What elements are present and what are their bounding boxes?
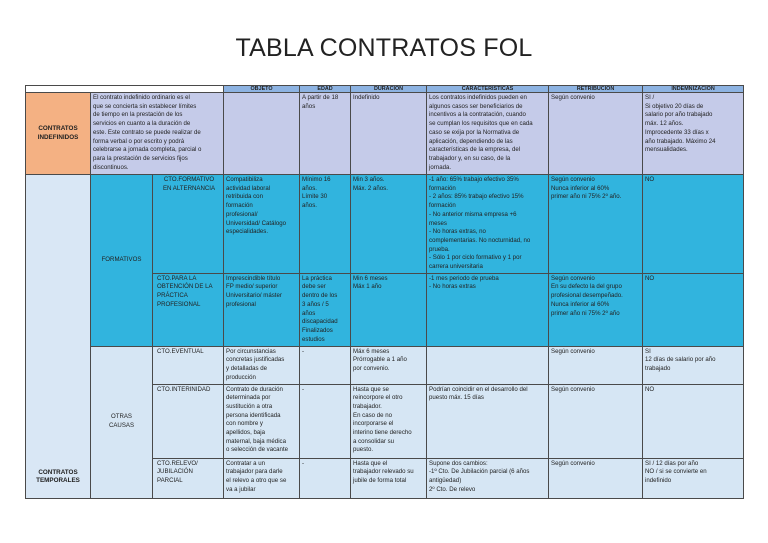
header-caracteristicas: CARACTERÍSTICAS xyxy=(427,86,549,93)
header-row xyxy=(26,86,744,93)
relevo-retribucion: Según convenio xyxy=(549,458,643,498)
interinidad-indemnizacion: NO xyxy=(643,384,744,458)
label-contratos-indefinidos: CONTRATOS INDEFINIDOS xyxy=(26,93,91,175)
eventual-caracteristicas xyxy=(427,346,549,384)
practica-indemnizacion: NO xyxy=(643,273,744,346)
header-blank xyxy=(26,86,224,93)
relevo-duracion: Hasta que el trabajador relevado su jubile de forma total xyxy=(351,458,427,498)
header-indemnizacion: INDEMNIZACIÓN xyxy=(643,86,744,93)
tipo-formativo-alternancia: CTO.FORMATIVO EN ALTERNANCIA xyxy=(153,175,224,274)
eventual-duracion: Máx 6 meses Prórrogable a 1 año por convenio. xyxy=(351,346,427,384)
formativo-alternancia-edad: Mínimo 16 años. Límite 30 años. xyxy=(300,175,351,274)
label-otras-causas: OTRAS CAUSAS xyxy=(91,346,153,498)
tipo-interinidad: CTO.INTERINIDAD xyxy=(153,384,224,458)
practica-retribucion: Según convenio En su defecto la del grupo profesional desempeñado. Nunca inferior al 60% primer año ni 75% 2º año xyxy=(549,273,643,346)
indefinido-caracteristicas: Los contratos indefinidos pueden en algunos casos ser beneficiarios de incentivos a la contratación, cuando se cumplan los requisitos que en cada caso se exija por la Normativa de aplicación, dependiendo de las características de la empresa, del trabajador y, en su caso, de la jornada. xyxy=(427,93,549,175)
header-duracion: DURACIÓN xyxy=(351,86,427,93)
indefinido-objeto xyxy=(224,93,300,175)
label-contratos-temporales: CONTRATOS TEMPORALES xyxy=(26,175,91,499)
practica-objeto: Imprescindible título FP medio/ superior Universitario/ máster profesional xyxy=(224,273,300,346)
eventual-indemnizacion: SI 12 días de salario por año trabajado xyxy=(643,346,744,384)
formativo-alternancia-retribucion: Según convenio Nunca inferior al 60% primer año ni 75% 2º año. xyxy=(549,175,643,274)
indefinido-descripcion: El contrato indefinido ordinario es el que se concierta sin establecer límites de tiempo en la prestación de los servicios en cuanto a la duración de este. Este contrato se puede realizar de forma verbal o por escrito y podrá celebrarse a jornada completa, parcial o para la prestación de servicios fijos discontinuos. xyxy=(91,93,224,175)
relevo-indemnizacion: SI / 12 días por año NO / si se convierte en indefinido xyxy=(643,458,744,498)
formativo-alternancia-indemnizacion: NO xyxy=(643,175,744,274)
relevo-caracteristicas: Supone dos cambios: -1º Cto. De Jubilación parcial (6 años antigüedad) 2º Cto. De relevo xyxy=(427,458,549,498)
header-edad: EDAD xyxy=(300,86,351,93)
relevo-objeto: Contratar a un trabajador para darle el relevo a otro que se va a jubilar xyxy=(224,458,300,498)
tipo-relevo: CTO.RELEVO/ JUBILACIÓN PARCIAL xyxy=(153,458,224,498)
eventual-retribucion: Según convenio xyxy=(549,346,643,384)
eventual-edad: - xyxy=(300,346,351,384)
indefinido-indemnizacion: SI / Si objetivo 20 días de salario por año trabajado máx. 12 años. Improcedente 33 días x año trabajado. Máximo 24 mensualidades. xyxy=(643,93,744,175)
interinidad-edad: - xyxy=(300,384,351,458)
row-formativo-alternancia xyxy=(26,175,744,274)
label-formativos: FORMATIVOS xyxy=(91,175,153,347)
interinidad-retribucion: Según convenio xyxy=(549,384,643,458)
row-indefinido xyxy=(26,93,744,175)
practica-caracteristicas: -1 mes periodo de prueba - No horas extras xyxy=(427,273,549,346)
header-retribucion: RETRIBUCIÓN xyxy=(549,86,643,93)
formativo-alternancia-objeto: Compatibiliza actividad laboral retribuida con formación profesional/ Universidad/ Catálogo especialidades. xyxy=(224,175,300,274)
page-title: TABLA CONTRATOS FOL xyxy=(235,34,533,62)
indefinido-retribucion: Según convenio xyxy=(549,93,643,175)
formativo-alternancia-caracteristicas: -1 año: 65% trabajo efectivo 35% formación - 2 años: 85% trabajo efectivo 15% formación - No anterior misma empresa +6 meses - No horas extras, no complementarias. No nocturnidad, no prueba. - Sólo 1 por ciclo formativo y 1 por carrera universitaria xyxy=(427,175,549,274)
interinidad-objeto: Contrato de duración determinada por sustitución a otra persona identificada con nombre y apellidos, baja maternal, baja médica o selección de vacante xyxy=(224,384,300,458)
eventual-objeto: Por circunstancias concretas justificadas y detalladas de producción xyxy=(224,346,300,384)
practica-edad: La práctica debe ser dentro de los 3 años / 5 años discapacidad Finalizados estudios xyxy=(300,273,351,346)
tipo-eventual: CTO.EVENTUAL xyxy=(153,346,224,384)
tipo-practica-profesional: CTO.PARA LA OBTENCIÓN DE LA PRÁCTICA PROFESIONAL xyxy=(153,273,224,346)
row-eventual xyxy=(26,346,744,384)
interinidad-duracion: Hasta que se reincorpore el otro trabajador. En caso de no incorporarse el interino tiene derecho a consolidar su puesto. xyxy=(351,384,427,458)
header-objeto: OBJETO xyxy=(224,86,300,93)
formativo-alternancia-duracion: Min 3 años. Máx. 2 años. xyxy=(351,175,427,274)
interinidad-caracteristicas: Podrían coincidir en el desarrollo del puesto máx. 15 días xyxy=(427,384,549,458)
contracts-table xyxy=(25,85,744,499)
indefinido-duracion: Indefinido xyxy=(351,93,427,175)
relevo-edad: - xyxy=(300,458,351,498)
practica-duracion: Min 6 meses Máx 1 año xyxy=(351,273,427,346)
indefinido-edad: A partir de 18 años xyxy=(300,93,351,175)
